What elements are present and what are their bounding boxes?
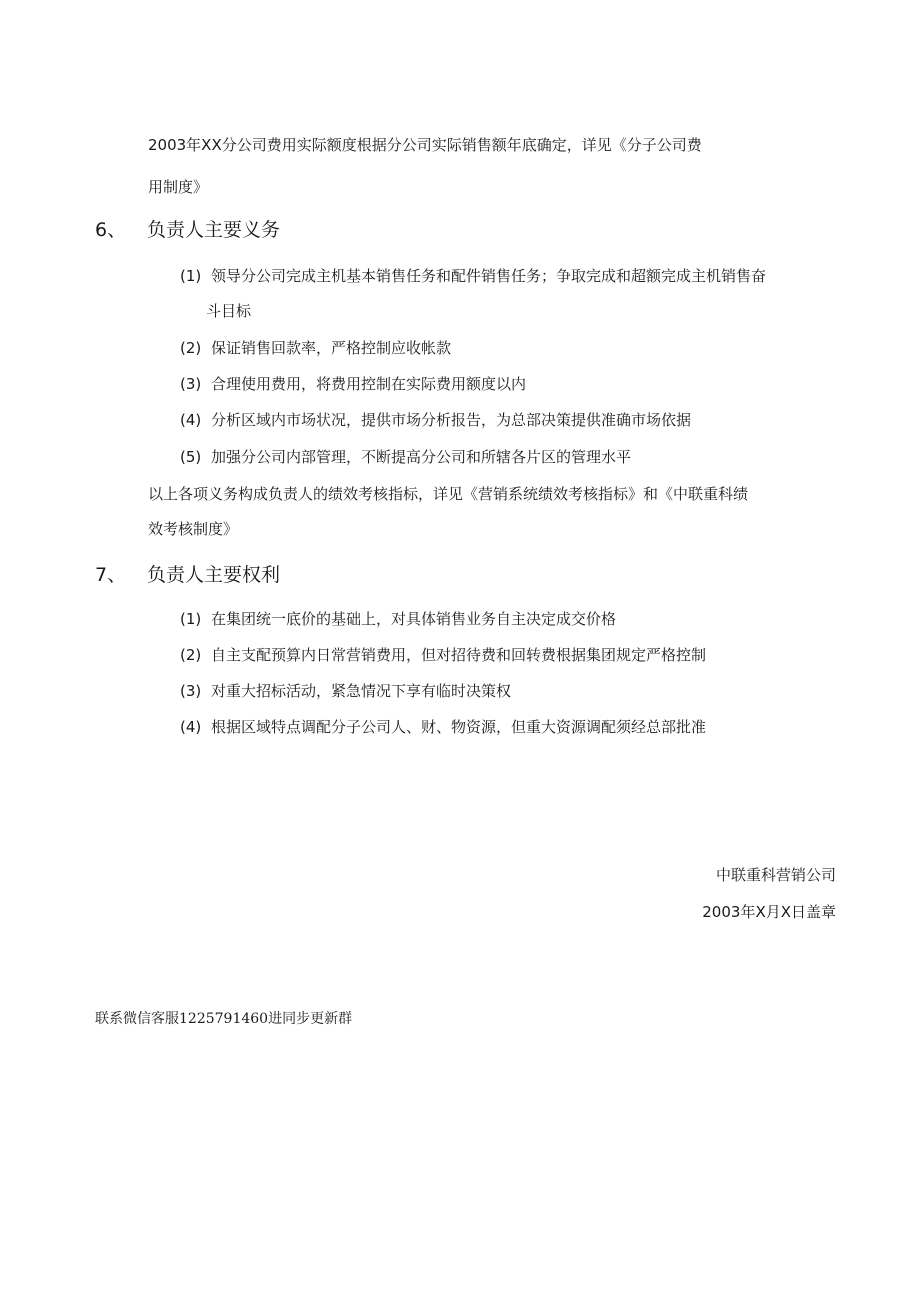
obligation-summary-line-2: 效考核制度》 (148, 520, 239, 538)
item-text: 对重大招标活动，紧急情况下享有临时决策权 (211, 682, 512, 700)
item-text: 合理使用费用，将费用控制在实际费用额度以内 (211, 375, 527, 393)
item-text: 在集团统一底价的基础上，对具体销售业务自主决定成交价格 (211, 610, 617, 628)
item-marker: (1) (180, 610, 202, 628)
section-7-heading (95, 563, 280, 587)
item-marker: (1) (180, 267, 202, 285)
intro-line-2: 用制度》 (148, 178, 209, 196)
section-7-number: 7、 (95, 564, 127, 586)
obligation-item-1-continuation: 斗目标 (206, 302, 252, 320)
item-text: 领导分公司完成主机基本销售任务和配件销售任务；争取完成和超额完成主机销售奋 (211, 267, 767, 285)
item-marker: (2) (180, 646, 202, 664)
obligation-item-5 (180, 447, 631, 467)
section-7-title: 负责人主要权利 (147, 564, 281, 586)
obligation-summary-line-1: 以上各项义务构成负责人的绩效考核指标，详见《营销系统绩效考核指标》和《中联重科绩 (148, 485, 749, 503)
item-marker: (4) (180, 718, 202, 736)
obligation-item-2 (180, 338, 451, 358)
right-item-4 (180, 717, 706, 737)
item-marker: (3) (180, 375, 202, 393)
item-marker: (3) (180, 682, 202, 700)
section-6-number: 6、 (95, 219, 127, 241)
right-item-3 (180, 681, 511, 701)
right-item-1 (180, 609, 616, 629)
item-text: 保证销售回款率，严格控制应收帐款 (211, 339, 452, 357)
obligation-item-1 (180, 266, 766, 286)
item-text: 加强分公司内部管理，不断提高分公司和所辖各片区的管理水平 (211, 448, 632, 466)
signature-company: 中联重科营销公司 (715, 866, 836, 884)
signature-date: 2003年X月X日盖章 (702, 903, 836, 921)
item-marker: (2) (180, 339, 202, 357)
item-marker: (4) (180, 411, 202, 429)
intro-line-1: 2003年XX分公司费用实际额度根据分公司实际销售额年底确定，详见《分子公司费 (148, 136, 702, 154)
item-marker: (5) (180, 448, 202, 466)
section-6-title: 负责人主要义务 (147, 219, 281, 241)
item-text: 分析区域内市场状况，提供市场分析报告，为总部决策提供准确市场依据 (211, 411, 692, 429)
item-text: 自主支配预算内日常营销费用，但对招待费和回转费根据集团规定严格控制 (211, 646, 707, 664)
right-item-2 (180, 645, 706, 665)
section-6-heading (95, 218, 280, 242)
item-text: 根据区域特点调配分子公司人、财、物资源，但重大资源调配须经总部批准 (211, 718, 707, 736)
obligation-item-4 (180, 410, 691, 430)
obligation-item-3 (180, 374, 526, 394)
footer-contact-note: 联系微信客服1225791460进同步更新群 (95, 1011, 353, 1027)
